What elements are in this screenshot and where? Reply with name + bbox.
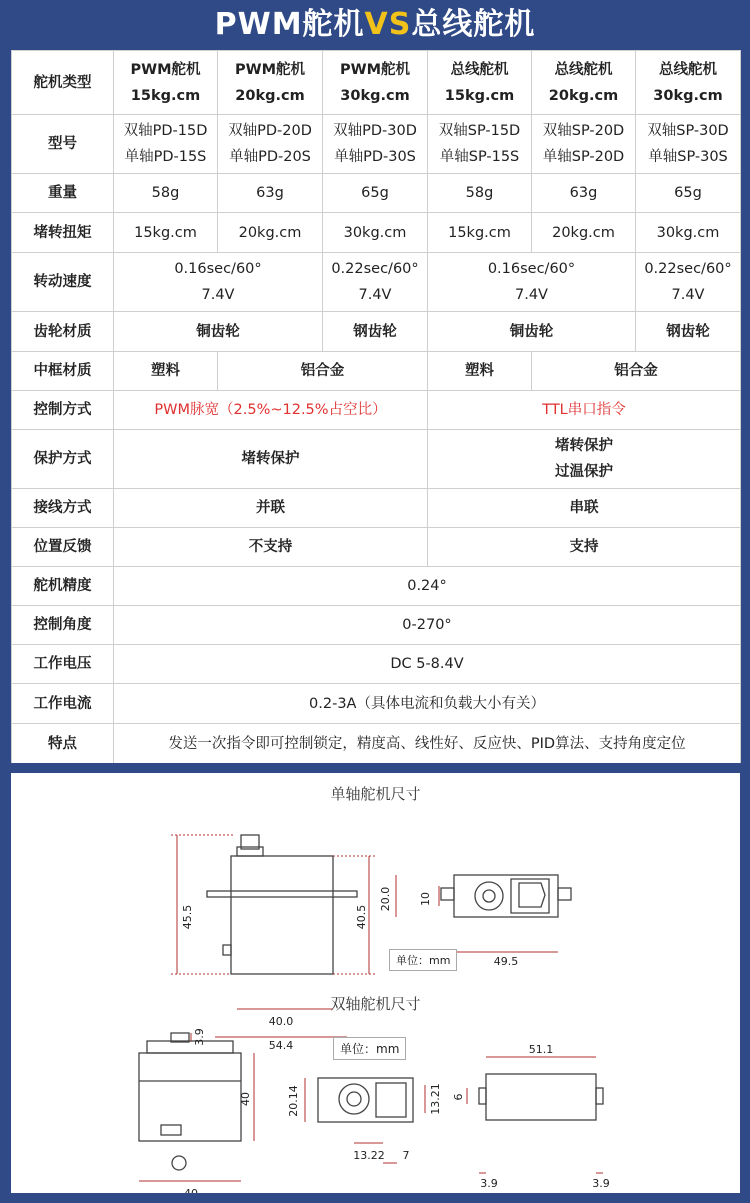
dim-dual-13-22: 13.22 bbox=[353, 1149, 385, 1162]
single-top-body bbox=[454, 875, 558, 917]
dual-side-body bbox=[139, 1053, 241, 1141]
single-side-body bbox=[231, 856, 333, 974]
dim-49-5: 49.5 bbox=[493, 955, 519, 968]
divider-band bbox=[0, 763, 750, 773]
row-control: 控制方式 PWM脉宽（2.5%~12.5%占空比） TTL串口指令 bbox=[12, 391, 741, 430]
page-title: PWM舵机VS总线舵机 bbox=[214, 7, 536, 42]
dim-20-0: 20.0 bbox=[379, 886, 392, 912]
row-frame: 中框材质 塑料 铝合金 塑料 铝合金 bbox=[12, 352, 741, 391]
row-gear: 齿轮材质 铜齿轮 钢齿轮 铜齿轮 钢齿轮 bbox=[12, 312, 741, 352]
row-feature: 特点 发送一次指令即可控制锁定，精度高、线性好、反应快、PID算法、支持角度定位 bbox=[12, 724, 741, 764]
row-weight: 重量 58g 63g 65g 58g 63g 65g bbox=[12, 174, 741, 213]
row-torque: 堵转扭矩 15kg.cm 20kg.cm 30kg.cm 15kg.cm 20kg.cm 30kg.cm bbox=[12, 213, 741, 253]
dim-10: 10 bbox=[419, 892, 432, 906]
row-current: 工作电流 0.2-3A（具体电流和负载大小有关） bbox=[12, 684, 741, 724]
row-protect: 保护方式 堵转保护 堵转保护 过温保护 bbox=[12, 430, 741, 489]
dim-dual-6: 6 bbox=[452, 1093, 465, 1101]
row-voltage: 工作电压 DC 5-8.4V bbox=[12, 645, 741, 684]
single-axis-title: 单轴舵机尺寸 bbox=[330, 785, 421, 803]
dim-dual-7: 7 bbox=[402, 1149, 410, 1162]
row-speed: 转动速度 0.16sec/60° 7.4V 0.22sec/60° 7.4V 0.16sec/60° 7.4V 0.22sec/60° 7.4V bbox=[12, 253, 741, 312]
row-wiring: 接线方式 并联 串联 bbox=[12, 489, 741, 528]
dimension-panel bbox=[11, 773, 740, 1193]
dim-dual-13-21: 13.21 bbox=[429, 1083, 442, 1115]
dual-top-body bbox=[486, 1074, 596, 1120]
dim-dual-3-9-left: 3.9 bbox=[480, 1177, 498, 1190]
single-side-flange bbox=[207, 891, 357, 897]
dual-axis-title: 双轴舵机尺寸 bbox=[330, 995, 421, 1013]
dual-unit-label: 单位：mm bbox=[333, 1037, 406, 1060]
dim-45-5: 45.5 bbox=[181, 904, 194, 930]
single-unit-label: 单位：mm bbox=[389, 949, 457, 971]
dual-front-body bbox=[318, 1078, 413, 1122]
row-angle: 控制角度 0-270° bbox=[12, 606, 741, 645]
row-type: 舵机类型 PWM舵机 15kg.cm PWM舵机 20kg.cm PWM舵机 30kg.cm 总线舵机 15kg.cm 总线舵机 20kg.cm 总线舵机 30kg.cm bbox=[12, 51, 741, 115]
row-feedback: 位置反馈 不支持 支持 bbox=[12, 528, 741, 567]
row-model: 型号 双轴PD-15D 单轴PD-15S 双轴PD-20D 单轴PD-20S 双轴PD-30D 单轴PD-30S 双轴SP-15D 单轴SP-15S 双轴SP-20D 单轴SP-20D 双轴SP-30D 单轴SP-30S bbox=[12, 115, 741, 174]
dim-dual-3-9: 3.9 bbox=[193, 1028, 206, 1046]
spec-table bbox=[11, 50, 741, 764]
bottom-band bbox=[0, 1193, 750, 1203]
dim-dual-20-14: 20.14 bbox=[287, 1085, 300, 1117]
dim-dual-3-9-right: 3.9 bbox=[592, 1177, 610, 1190]
row-precision: 舵机精度 0.24° bbox=[12, 567, 741, 606]
dim-40-0: 40.0 bbox=[268, 1015, 294, 1028]
dim-dual-51-1: 51.1 bbox=[528, 1043, 554, 1056]
dim-40-5: 40.5 bbox=[355, 904, 368, 930]
dim-dual-40-h: 40 bbox=[239, 1092, 252, 1106]
dim-54-4: 54.4 bbox=[268, 1039, 294, 1052]
